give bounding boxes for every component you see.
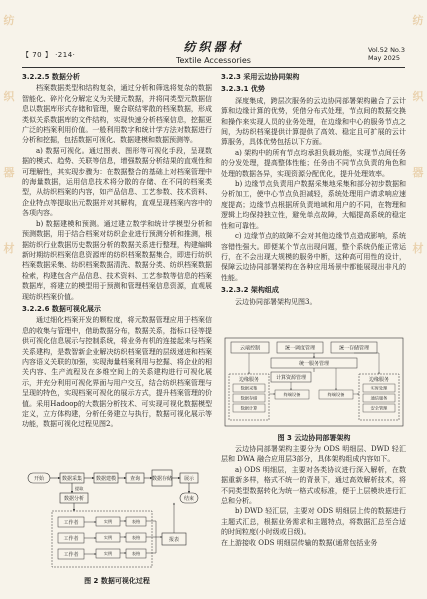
journal-logo-cn: 纺织器材 bbox=[183, 40, 244, 54]
instance-label: 实例 bbox=[103, 519, 113, 524]
section-heading: 3.2.3 采用云边协同架构 bbox=[221, 73, 300, 81]
paragraph: 云边协同部署架构见图3。 bbox=[235, 297, 317, 306]
paragraph: 档案数据类型和结构复杂，通过分析和筛选将复杂的数据智能化、碎片化分解定义为关键元数据，并将同类型元数据信息以数据库形式存储和管理，聚合联结零散的档案数据，形成类似关系数据库的文件结构，实现快速分析档案信息，挖掘更广泛的档案利用价值。一般利用数字和统计学方法对数据进行分析和挖掘，包括数据可视化、数据建模和数据预测等。 bbox=[22, 84, 212, 145]
paragraph: a) ODS 明细层，主要对各类协议进行深入解析，在数据重新多样，格式不统一的背景下，通过高效解析技术，将不同类型数据转化为统一格式或标准，便于上层模块进行汇总和分析。 bbox=[221, 465, 406, 506]
figure-2 bbox=[22, 469, 212, 585]
journal-logo bbox=[22, 38, 405, 65]
watermark-char: 织 bbox=[3, 90, 15, 103]
watermark-char: 纺 bbox=[412, 14, 424, 27]
figure-2-caption: 图 2 数据可视化过程 bbox=[84, 577, 150, 585]
query-label: 查询 bbox=[129, 476, 141, 482]
table-label: 表格 bbox=[131, 551, 141, 556]
paragraph: a) 数据可视化。通过图表、图形等可视化手段，呈现数据的模式、趋势、关联等信息，增强数据分析结果的直观性和可理解性，其实现步骤为：在数据整合的基础上对档案管理中的海量数据，运用信息技术将分散的存储、在不同的档案类型，从纺织档案的内容，如产品信息、工艺参数、技术资料、企业特点等提取出元数据并对其解构，直观呈现档案内容中的各项内容。 bbox=[22, 146, 212, 218]
worker-label: 工作者 bbox=[63, 552, 79, 558]
figure-3-caption: 图 3 云边协同部署架构 bbox=[277, 434, 351, 442]
unify-storage-label: 统一存储管理 bbox=[338, 345, 370, 352]
table-label: 表格 bbox=[131, 519, 141, 524]
edge-right-label: 边缘服务 bbox=[368, 377, 390, 383]
watermark-char: 器 bbox=[412, 166, 424, 179]
edge-item-label: 数据计算 bbox=[240, 405, 258, 411]
unify-service-label: 统一服务管理 bbox=[298, 361, 330, 367]
paragraph: b) DWD 轻汇层，主要对 ODS 明细层上传的数据进行主题式汇总，根据业务需求和主题特点，将数据汇总至合适的时间粒度(小时级或日级)。 bbox=[221, 507, 406, 537]
edge-item-label: 数据存储 bbox=[240, 395, 258, 401]
table-label: 表格 bbox=[131, 535, 141, 540]
worker-label: 工作者 bbox=[63, 536, 79, 542]
paragraph: c) 边缘节点的故障不会对其他边缘节点造成影响，系统容错性强大。即便某个节点出现问题，整个系统仍能正常运行，在不会出现大规模的服务中断，这种高可用性的设计，保障云边协同部署架构在各种应用场景中都能展现出非凡的性能。 bbox=[221, 232, 406, 282]
section-heading: 3.2.3.1 优势 bbox=[221, 85, 265, 94]
right-column bbox=[221, 70, 406, 307]
calc-label: 计算资源管理 bbox=[275, 375, 307, 381]
section-heading: 3.2.3.2 架构组成 bbox=[221, 286, 279, 295]
edge-item-label: 通信服务 bbox=[370, 395, 388, 401]
issue-info bbox=[368, 46, 405, 62]
issue-date: May 2025 bbox=[367, 54, 400, 62]
right-column-lower bbox=[221, 444, 406, 548]
paragraph: b) 数据建模和预测。通过建立数学和统计学模型分析和预测数据，用于结合档案对纺织企业进行预测分析和推测，根据纺织行业数据历史数据分析的数据关系进行整理，构建编辑新时期纺织档案信息资源库的纺织档案数据集合，即进行纺织档案数据采集、纺织档案数据清洗、数据分类、纺织档案数据检索，构建包含产品信息、技术资料、工艺参数等信息的档案数据库，将建立的模型用于预测和管理档案信息资源，直观展现纺织档案价值。 bbox=[22, 219, 212, 301]
worker-label: 工作者 bbox=[63, 520, 79, 526]
volume-number: Vol.52 No.3 bbox=[367, 46, 405, 54]
instance-label: 实例 bbox=[103, 535, 113, 540]
paragraph: b) 边缘节点负责用户数据采集地采集和部分初步数据和分析加工，使中心节点负担减轻，系统处理用户请求响应速度提高；边缘节点根据所负责地域和用户的不同，在物理和逻辑上均保持独立性，避免单点故障，大幅提高系统的稳定性和可靠性。 bbox=[221, 180, 406, 230]
section-heading: 3.2.2.5 数据分析 bbox=[22, 73, 80, 81]
edge-item-label: 数据采集 bbox=[240, 385, 258, 391]
watermark-char: 纺 bbox=[3, 14, 15, 27]
analyze-label: 数据分析 bbox=[63, 496, 85, 502]
journal-header bbox=[22, 37, 405, 68]
instance-label: 实例 bbox=[103, 551, 113, 556]
device-label: 终端设备 bbox=[327, 392, 345, 397]
paragraph: 在上游接收 ODS 明细层传输的数据(通常包括业务 bbox=[221, 538, 378, 547]
device-label: 终端设备 bbox=[283, 392, 301, 397]
section-heading: 3.2.2.6 数据可视化展示 bbox=[22, 304, 101, 313]
collect-label: 数据采集 bbox=[61, 476, 83, 482]
end-label: 结束 bbox=[183, 496, 195, 502]
watermark-right bbox=[409, 14, 427, 318]
watermark-char: 器 bbox=[3, 166, 15, 179]
paragraph: 云边协同部署架构主要分为 ODS 明细层、DWD 轻汇层和 DWA 融合应用层3部分，具体架构组成内容如下。 bbox=[221, 445, 406, 464]
watermark-char: 材 bbox=[3, 242, 15, 255]
data-visualization-flowchart bbox=[22, 469, 212, 573]
cloud-control-label: 云端控制 bbox=[239, 345, 261, 352]
journal-logo-en: Textile Accessories bbox=[176, 56, 251, 65]
store-label: 数据存储 bbox=[151, 476, 173, 482]
paragraph: 深度集成，跨层次服务的云边协同部署架构融合了云计算和边缘计算的优势，凭借分布式处理，节点间的数据交换和操作来实现人员的业务处理，在边缘和中心的服务节点之间，为纺织档案提供计算提供了高效、稳定且可扩展的云计算服务，具体优势包括以下方面。 bbox=[221, 96, 406, 147]
figure-3 bbox=[223, 336, 405, 442]
watermark-char: 织 bbox=[412, 90, 424, 103]
unify-ctrl-label: 统一调度管理 bbox=[284, 345, 316, 352]
cloud-edge-architecture-diagram bbox=[223, 336, 405, 430]
report-label: 报表 bbox=[168, 537, 180, 543]
extract-label: 提取 bbox=[75, 486, 84, 491]
edge-item-label: 实时处理 bbox=[370, 385, 388, 391]
edge-item-label: 安全管理 bbox=[370, 405, 388, 411]
watermark-left bbox=[0, 14, 18, 318]
edge-left-label: 边缘服务 bbox=[238, 377, 260, 383]
paragraph: 通过细化档案开发的颗粒度，将元数据管理应用于档案信息的收集与管理中，借助数据分布，数据关系，指标口径等提供可视化信息展示与控制系统，将业务有机的连接起来与档案关系建构，是数智新企业解决纺织档案管理的层级递进和档案内容语义关联的加强，实现海量档案利用与挖掘、将企业的相关内容、生产流程及在多维空间上的关系建构进行可视化展示，并充分利用可视化界面与用户交互，结合纺织档案管理与呈现的特色，实现档案可视化的展示方式，提升档案管理的价值。采用Hadoop的大数据分析技术、可实现可视化数据模型定义，立方体构建，分析任务建立与执行，数据可视化展示等功能，数据可视化过程见图2。 bbox=[22, 316, 212, 429]
paragraph: a) 架构中的所有节点均承担负载功能，实现节点间任务的分发处理，提高整体性能；任务由不同节点负责的角色和处理的数据各异，实现资源分配优化，提升处理效率。 bbox=[221, 148, 406, 178]
model-label: 数据建模 bbox=[95, 476, 117, 482]
watermark-char: 材 bbox=[412, 242, 424, 255]
page-number: 【 70 】 ·214· bbox=[22, 51, 76, 59]
start-label: 开始 bbox=[33, 476, 45, 482]
left-column bbox=[22, 70, 212, 430]
display-label: 展示 bbox=[183, 476, 195, 482]
